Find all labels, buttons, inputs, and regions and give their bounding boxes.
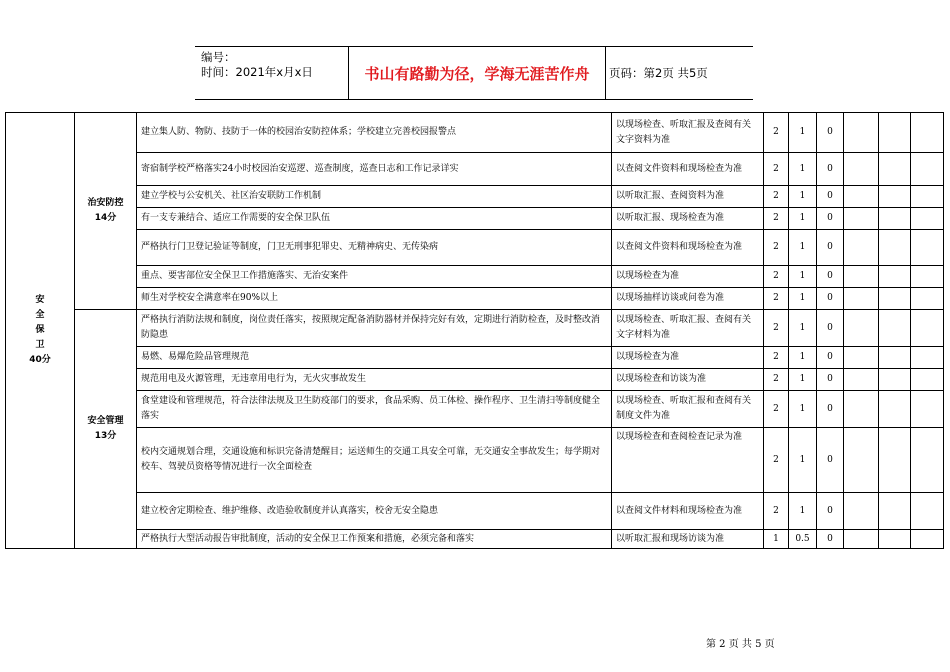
empty-cell bbox=[911, 310, 944, 347]
page-header bbox=[195, 46, 753, 100]
table-row bbox=[6, 208, 944, 230]
score-partial: 1 bbox=[789, 310, 817, 347]
empty-cell bbox=[879, 230, 911, 266]
empty-cell bbox=[911, 266, 944, 288]
method-text: 以听取汇报、查阅资料为准 bbox=[612, 186, 764, 208]
category-char: 安 bbox=[35, 295, 45, 305]
item-text: 建立校舍定期检查、维护维修、改造验收制度并认真落实，校舍无安全隐患 bbox=[137, 493, 612, 530]
subcategory-score: 13分 bbox=[94, 431, 117, 441]
empty-cell bbox=[879, 310, 911, 347]
empty-cell bbox=[879, 530, 911, 549]
item-text: 严格执行门卫登记验证等制度，门卫无刑事犯罪史、无精神病史、无传染病 bbox=[137, 230, 612, 266]
item-text: 规范用电及火源管理，无违章用电行为，无火灾事故发生 bbox=[137, 369, 612, 391]
score-zero: 0 bbox=[817, 428, 844, 493]
method-text: 以现场检查、听取汇报及查阅有关文字资料为准 bbox=[612, 113, 764, 153]
evaluation-table bbox=[5, 112, 944, 549]
score-partial: 1 bbox=[789, 153, 817, 186]
score-partial: 1 bbox=[789, 266, 817, 288]
empty-cell bbox=[844, 310, 879, 347]
empty-cell bbox=[879, 493, 911, 530]
empty-cell bbox=[844, 186, 879, 208]
score-full: 2 bbox=[764, 493, 789, 530]
method-text: 以查阅文件资料和现场检查为准 bbox=[612, 153, 764, 186]
score-zero: 0 bbox=[817, 493, 844, 530]
subcategory-score: 14分 bbox=[94, 213, 117, 223]
item-text: 易燃、易爆危险品管理规范 bbox=[137, 347, 612, 369]
table-row bbox=[6, 310, 944, 347]
table-body bbox=[6, 113, 944, 549]
table-row bbox=[6, 428, 944, 493]
table-row bbox=[6, 113, 944, 153]
score-full: 2 bbox=[764, 288, 789, 310]
method-text: 以现场检查和访谈为准 bbox=[612, 369, 764, 391]
table-row bbox=[6, 347, 944, 369]
score-full: 1 bbox=[764, 530, 789, 549]
table-row bbox=[6, 391, 944, 428]
subcategory-cell bbox=[75, 113, 137, 310]
score-zero: 0 bbox=[817, 369, 844, 391]
subcategory-name: 治安防控 bbox=[87, 198, 124, 208]
score-full: 2 bbox=[764, 310, 789, 347]
method-text: 以现场检查、听取汇报、查阅有关文字材料为准 bbox=[612, 310, 764, 347]
category-char: 全 bbox=[35, 310, 45, 320]
score-full: 2 bbox=[764, 208, 789, 230]
category-char: 保 bbox=[35, 325, 45, 335]
score-partial: 1 bbox=[789, 391, 817, 428]
table-row bbox=[6, 230, 944, 266]
empty-cell bbox=[844, 428, 879, 493]
empty-cell bbox=[911, 530, 944, 549]
document-number-label: 编号： bbox=[201, 50, 236, 64]
score-partial: 1 bbox=[789, 347, 817, 369]
item-text: 寄宿制学校严格落实24小时校园治安巡逻、巡查制度，巡查日志和工作记录详实 bbox=[137, 153, 612, 186]
score-partial: 0.5 bbox=[789, 530, 817, 549]
score-zero: 0 bbox=[817, 208, 844, 230]
score-zero: 0 bbox=[817, 288, 844, 310]
category-score: 40分 bbox=[29, 355, 51, 365]
score-partial: 1 bbox=[789, 208, 817, 230]
score-zero: 0 bbox=[817, 153, 844, 186]
score-zero: 0 bbox=[817, 530, 844, 549]
score-partial: 1 bbox=[789, 230, 817, 266]
header-page-info: 页码：第2页 共5页 bbox=[609, 66, 708, 80]
table-row bbox=[6, 493, 944, 530]
category-char: 卫 bbox=[35, 340, 45, 350]
header-meta bbox=[201, 50, 351, 80]
empty-cell bbox=[879, 113, 911, 153]
method-text: 以现场检查为准 bbox=[612, 347, 764, 369]
empty-cell bbox=[911, 186, 944, 208]
item-text: 建立学校与公安机关、社区治安联防工作机制 bbox=[137, 186, 612, 208]
empty-cell bbox=[879, 428, 911, 493]
empty-cell bbox=[844, 288, 879, 310]
score-zero: 0 bbox=[817, 113, 844, 153]
header-motto: 书山有路勤为径，学海无涯苦作舟 bbox=[364, 64, 590, 83]
empty-cell bbox=[911, 208, 944, 230]
page-footer: 第 2 页 共 5 页 bbox=[706, 639, 775, 650]
empty-cell bbox=[844, 493, 879, 530]
score-partial: 1 bbox=[789, 369, 817, 391]
item-text: 重点、要害部位安全保卫工作措施落实、无治安案件 bbox=[137, 266, 612, 288]
empty-cell bbox=[844, 391, 879, 428]
item-text: 校内交通规划合理，交通设施和标识完备清楚醒目；运送师生的交通工具安全可靠，无交通安全事故发生；每学期对校车、驾驶员资格等情况进行一次全面检查 bbox=[137, 428, 612, 493]
score-full: 2 bbox=[764, 266, 789, 288]
score-zero: 0 bbox=[817, 266, 844, 288]
score-zero: 0 bbox=[817, 230, 844, 266]
method-text: 以现场检查为准 bbox=[612, 266, 764, 288]
empty-cell bbox=[911, 391, 944, 428]
item-text: 严格执行消防法规和制度，岗位责任落实，按照规定配备消防器材并保持完好有效，定期进行消防检查，及时整改消防隐患 bbox=[137, 310, 612, 347]
method-text: 以现场检查、听取汇报和查阅有关制度文件为准 bbox=[612, 391, 764, 428]
item-text: 建立集人防、物防、技防于一体的校园治安防控体系；学校建立完善校园报警点 bbox=[137, 113, 612, 153]
empty-cell bbox=[879, 288, 911, 310]
empty-cell bbox=[879, 266, 911, 288]
score-full: 2 bbox=[764, 230, 789, 266]
empty-cell bbox=[911, 493, 944, 530]
empty-cell bbox=[844, 530, 879, 549]
empty-cell bbox=[911, 347, 944, 369]
empty-cell bbox=[844, 153, 879, 186]
empty-cell bbox=[844, 266, 879, 288]
score-partial: 1 bbox=[789, 428, 817, 493]
table-row bbox=[6, 266, 944, 288]
header-divider bbox=[605, 47, 606, 99]
table-row bbox=[6, 369, 944, 391]
empty-cell bbox=[911, 369, 944, 391]
subcategory-name: 安全管理 bbox=[87, 416, 124, 426]
empty-cell bbox=[879, 369, 911, 391]
score-full: 2 bbox=[764, 369, 789, 391]
score-zero: 0 bbox=[817, 391, 844, 428]
empty-cell bbox=[879, 391, 911, 428]
empty-cell bbox=[844, 113, 879, 153]
empty-cell bbox=[879, 153, 911, 186]
score-full: 2 bbox=[764, 186, 789, 208]
score-partial: 1 bbox=[789, 113, 817, 153]
method-text: 以现场检查和查阅检查记录为准 bbox=[612, 428, 764, 493]
score-partial: 1 bbox=[789, 493, 817, 530]
method-text: 以查阅文件材料和现场检查为准 bbox=[612, 493, 764, 530]
score-zero: 0 bbox=[817, 186, 844, 208]
score-full: 2 bbox=[764, 153, 789, 186]
empty-cell bbox=[844, 208, 879, 230]
score-partial: 1 bbox=[789, 288, 817, 310]
empty-cell bbox=[879, 347, 911, 369]
score-full: 2 bbox=[764, 113, 789, 153]
table-row bbox=[6, 186, 944, 208]
table-row bbox=[6, 288, 944, 310]
empty-cell bbox=[844, 230, 879, 266]
category-cell bbox=[6, 113, 75, 549]
empty-cell bbox=[844, 369, 879, 391]
score-full: 2 bbox=[764, 428, 789, 493]
method-text: 以听取汇报、现场检查为准 bbox=[612, 208, 764, 230]
table-row bbox=[6, 530, 944, 549]
score-zero: 0 bbox=[817, 310, 844, 347]
document-date: 时间：2021年x月x日 bbox=[201, 65, 313, 79]
empty-cell bbox=[911, 288, 944, 310]
method-text: 以查阅文件资料和现场检查为准 bbox=[612, 230, 764, 266]
item-text: 食堂建设和管理规范，符合法律法规及卫生防疫部门的要求，食品采购、员工体检、操作程序、卫生清扫等制度健全落实 bbox=[137, 391, 612, 428]
item-text: 有一支专兼结合、适应工作需要的安全保卫队伍 bbox=[137, 208, 612, 230]
method-text: 以现场抽样访谈或问卷为准 bbox=[612, 288, 764, 310]
score-full: 2 bbox=[764, 391, 789, 428]
method-text: 以听取汇报和现场访谈为准 bbox=[612, 530, 764, 549]
score-partial: 1 bbox=[789, 186, 817, 208]
empty-cell bbox=[879, 186, 911, 208]
empty-cell bbox=[911, 153, 944, 186]
item-text: 严格执行大型活动报告审批制度，活动的安全保卫工作预案和措施，必须完备和落实 bbox=[137, 530, 612, 549]
score-zero: 0 bbox=[817, 347, 844, 369]
subcategory-cell bbox=[75, 310, 137, 549]
empty-cell bbox=[911, 230, 944, 266]
empty-cell bbox=[911, 113, 944, 153]
empty-cell bbox=[911, 428, 944, 493]
item-text: 师生对学校安全满意率在90%以上 bbox=[137, 288, 612, 310]
empty-cell bbox=[844, 347, 879, 369]
table-row bbox=[6, 153, 944, 186]
empty-cell bbox=[879, 208, 911, 230]
score-full: 2 bbox=[764, 347, 789, 369]
